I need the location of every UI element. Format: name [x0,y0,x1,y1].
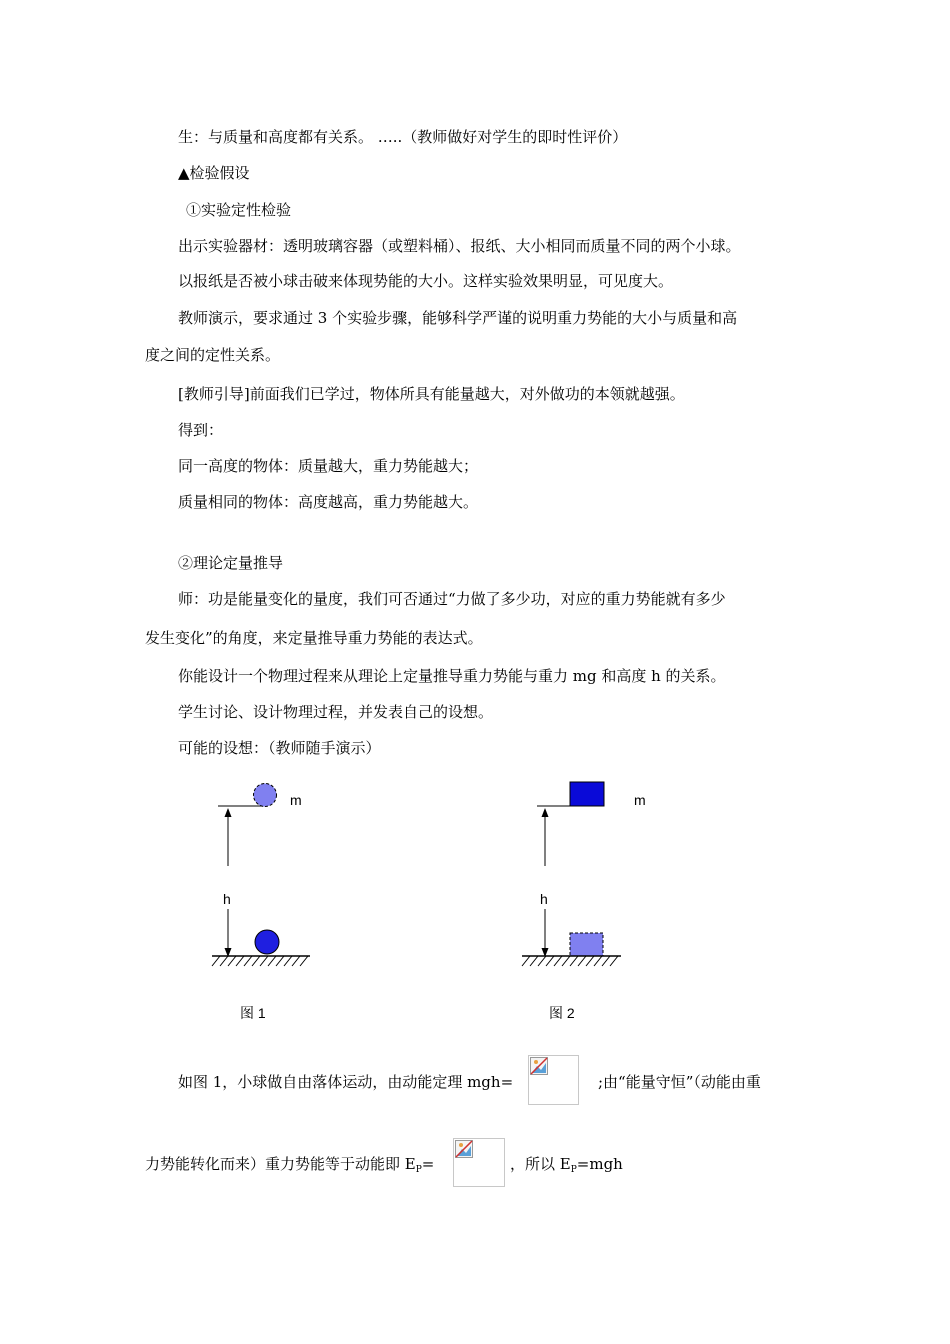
heading-qualitative-experiment: ①实验定性检验 [186,201,292,219]
fig2-mass-label: m [634,792,646,808]
fig1-caption: 图 1 [240,1005,266,1021]
fig2-arrowhead-up [542,808,549,817]
fig2-ground-hatch [522,956,618,966]
paragraph-newspaper: 以报纸是否被小球击破来体现势能的大小。这样实验效果明显，可见度大。 [178,272,674,290]
formula-line-1-text: 如图 1，小球做自由落体运动，由动能定理 mgh= [178,1073,514,1091]
fig1-arrowhead-up [225,808,232,817]
fig2-height-label: h [540,891,548,907]
formula-line-2-text [145,1154,434,1180]
fig2-caption: 图 2 [549,1005,575,1021]
broken-image-icon [455,1140,473,1158]
paragraph-teacher-question-cont: 发生变化”的角度，来定量推导重力势能的表达式。 [145,629,483,647]
fig1-mass-label: m [290,792,302,808]
paragraph-teacher-demo-cont: 度之间的定性关系。 [145,346,281,364]
paragraph-result-height: 同一高度的物体：质量越大，重力势能越大； [178,457,479,475]
fig1-ball-top-dashed [254,784,277,807]
paragraph-design-process: 你能设计一个物理过程来从理论上定量推导重力势能与重力 mg 和高度 h 的关系。 [178,667,726,685]
fig1-ground-hatch [212,956,308,966]
formula-line-2-conclusion [510,1154,623,1180]
formula-image-ep [453,1138,505,1187]
formula-conclusion-prefix: ，所以 E [510,1155,571,1173]
formula-line-1-cont: ;由“能量守恒”（动能由重 [598,1073,761,1091]
heading-theoretical-derivation: ②理论定量推导 [178,554,284,572]
formula-image-kinetic-energy [528,1055,579,1105]
formula-line-2-prefix: 力势能转化而来）重力势能等于动能即 E [145,1155,416,1173]
paragraph-possible-ideas: 可能的设想：（教师随手演示） [178,739,381,757]
paragraph-teacher-demo: 教师演示，要求通过 3 个实验步骤，能够科学严谨的说明重力势能的大小与质量和高 [178,309,738,327]
ep-subscript: P [415,1165,422,1175]
formula-equals: = [421,1155,435,1173]
paragraph-equipment: 出示实验器材：透明玻璃容器（或塑料桶）、报纸、大小相同而质量不同的两个小球。 [178,237,741,255]
paragraph-student-answer: 生：与质量和高度都有关系。 …..（教师做好对学生的即时性评价） [178,128,628,146]
paragraph-result-mass: 质量相同的物体：高度越高，重力势能越大。 [178,493,479,511]
fig1-height-label: h [223,891,231,907]
formula-conclusion-result: =mgh [576,1155,623,1173]
heading-verify-hypothesis: ▲检验假设 [178,164,250,182]
paragraph-teacher-guide: [教师引导]前面我们已学过，物体所具有能量越大，对外做功的本领就越强。 [178,385,685,403]
fig1-ball-bottom [255,930,279,954]
fig2-block-top [570,782,604,806]
paragraph-result-label: 得到： [178,421,224,439]
ep-subscript-2: P [570,1165,577,1175]
paragraph-student-discussion: 学生讨论、设计物理过程，并发表自己的设想。 [178,703,494,721]
broken-image-icon [530,1057,548,1075]
fig2-block-bottom-dashed [570,933,603,956]
paragraph-teacher-question: 师：功是能量变化的量度，我们可否通过“力做了多少功，对应的重力势能就有多少 [178,590,726,608]
